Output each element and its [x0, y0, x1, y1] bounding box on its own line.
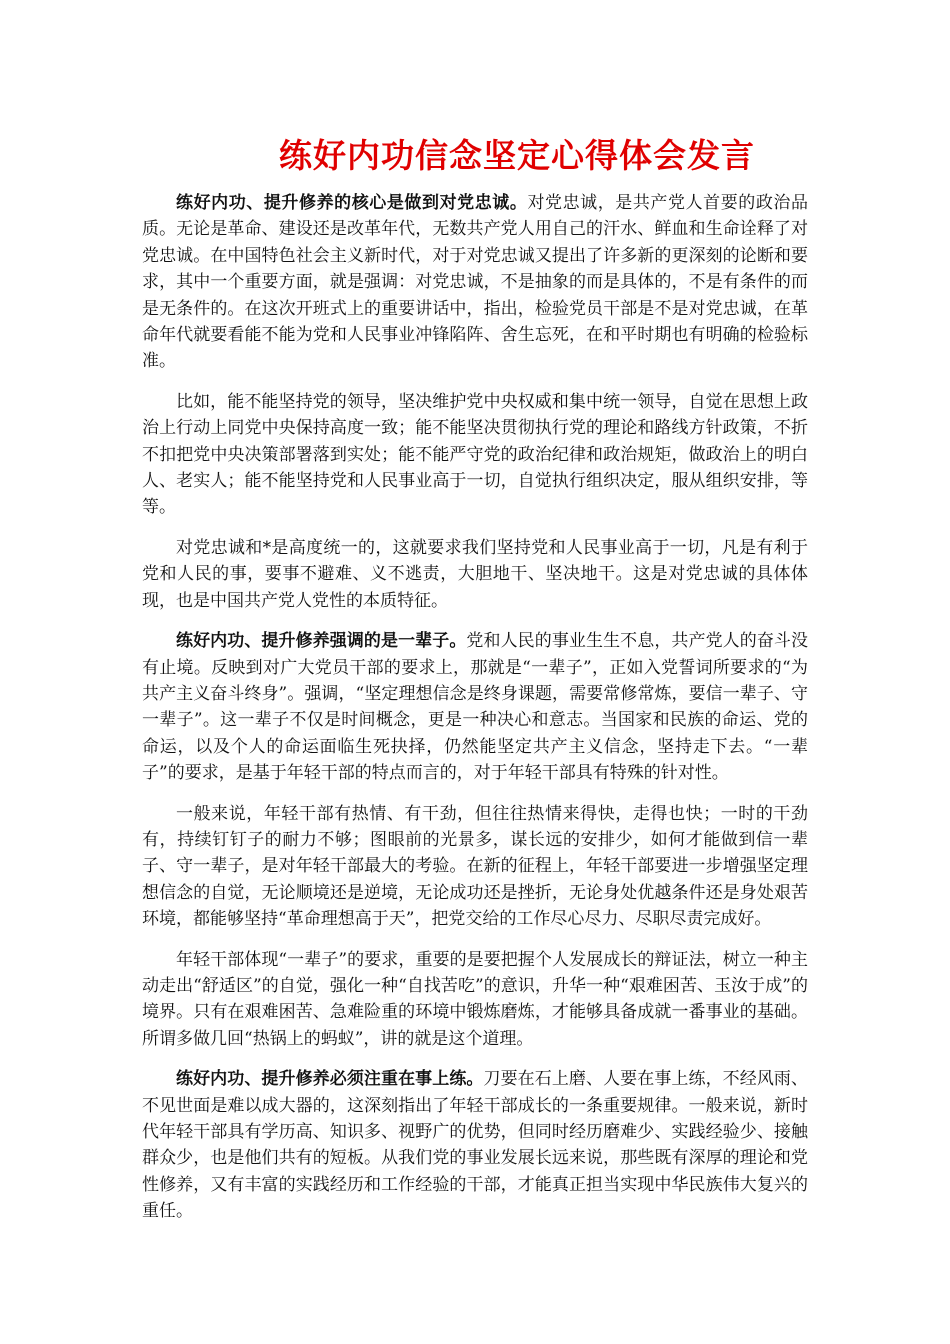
- paragraph-text: 党和人民的事业生生不息，共产党人的奋斗没有止境。反映到对广大党员干部的要求上，那就是“一辈子”，正如入党誓词所要求的“为共产主义奋斗终身”。强调，“坚定理想信念是终身课题，需要常修常炼，要信一辈子、守一辈子”。这一辈子不仅是时间概念，更是一种决心和意志。当国家和民族的命运、党的命运，以及个人的命运面临生死抉择，仍然能坚定共产主义信念，坚持走下去。“一辈子”的要求，是基于年轻干部的特点而言的，对于年轻干部具有特殊的针对性。: [142, 631, 809, 784]
- paragraph-text: 刀要在石上磨、人要在事上练，不经风雨、不见世面是难以成大器的，这深刻指出了年轻干部成长的一条重要规律。一般来说，新时代年轻干部具有学历高、知识多、视野广的优势，但同时经历磨难少、实践经验少、接触群众少，也是他们共有的短板。从我们党的事业发展长远来说，那些既有深厚的理论和党性修养，又有丰富的实践经历和工作经验的干部，才能真正担当实现中华民族伟大复兴的重任。: [142, 1069, 808, 1222]
- paragraph-lead: 练好内功、提升修养的核心是做到对党忠诚。: [176, 193, 528, 213]
- paragraph: [142, 535, 808, 614]
- paragraph-text: 对党忠诚和*是高度统一的，这就要求我们坚持党和人民事业高于一切，凡是有利于党和人民的事，要事不避难、义不逃责，大胆地干、坚决地干。这是对党忠诚的具体体现，也是中国共产党人党性的本质特征。: [142, 537, 808, 611]
- paragraph: [142, 389, 808, 521]
- paragraph-lead: 练好内功、提升修养强调的是一辈子。: [176, 631, 467, 652]
- paragraph-lead: 练好内功、提升修养必须注重在事上练。: [176, 1069, 484, 1090]
- paragraph-text: 年轻干部体现“一辈子”的要求，重要的是要把握个人发展成长的辩证法，树立一种主动走出“舒适区”的自觉，强化一种“自找苦吃”的意识，升华一种“艰难困苦、玉汝于成”的境界。只有在艰难困苦、急难险重的环境中锻炼磨炼，才能够具备成就一番事业的基础。所谓多做几回“热锅上的蚂蚁”，讲的就是这个道理。: [142, 949, 808, 1049]
- paragraph: [142, 190, 808, 375]
- paragraph-text: 一般来说，年轻干部有热情、有干劲，但往往热情来得快，走得也快；一时的干劲有，持续钉钉子的耐力不够；图眼前的光景多，谋长远的安排少，如何才能做到信一辈子、守一辈子，是对年轻干部最大的考验。在新的征程上，年轻干部要进一步增强坚定理想信念的自觉，无论顺境还是逆境，无论成功还是挫折，无论身处优越条件还是身处艰苦环境，都能够坚持“革命理想高于天”，把党交给的工作尽心尽力、尽职尽责完成好。: [142, 803, 808, 930]
- paragraph: [142, 947, 808, 1053]
- document-title: 练好内功信念坚定心得体会发言: [279, 136, 755, 175]
- paragraph: [142, 1066, 808, 1224]
- paragraph: [142, 801, 808, 933]
- document-body: [142, 190, 808, 1239]
- paragraph-text: 对党忠诚，是共产党人首要的政治品质。无论是革命、建设还是改革年代，无数共产党人用自己的汗水、鲜血和生命诠释了对党忠诚。在中国特色社会主义新时代，对于对党忠诚又提出了许多新的更深刻的论断和要求，其中一个重要方面，就是强调：对党忠诚，不是抽象的而是具体的，不是有条件的而是无条件的。在这次开班式上的重要讲话中，指出，检验党员干部是不是对党忠诚，在革命年代就要看能不能为党和人民事业冲锋陷阵、舍生忘死，在和平时期也有明确的检验标准。: [142, 193, 809, 372]
- paragraph: [142, 628, 808, 786]
- paragraph-text: 比如，能不能坚持党的领导，坚决维护党中央权威和集中统一领导，自觉在思想上政治上行动上同党中央保持高度一致；能不能坚决贯彻执行党的理论和路线方针政策，不折不扣把党中央决策部署落到实处；能不能严守党的政治纪律和政治规矩，做政治上的明白人、老实人；能不能坚持党和人民事业高于一切，自觉执行组织决定，服从组织安排，等等。: [142, 391, 808, 518]
